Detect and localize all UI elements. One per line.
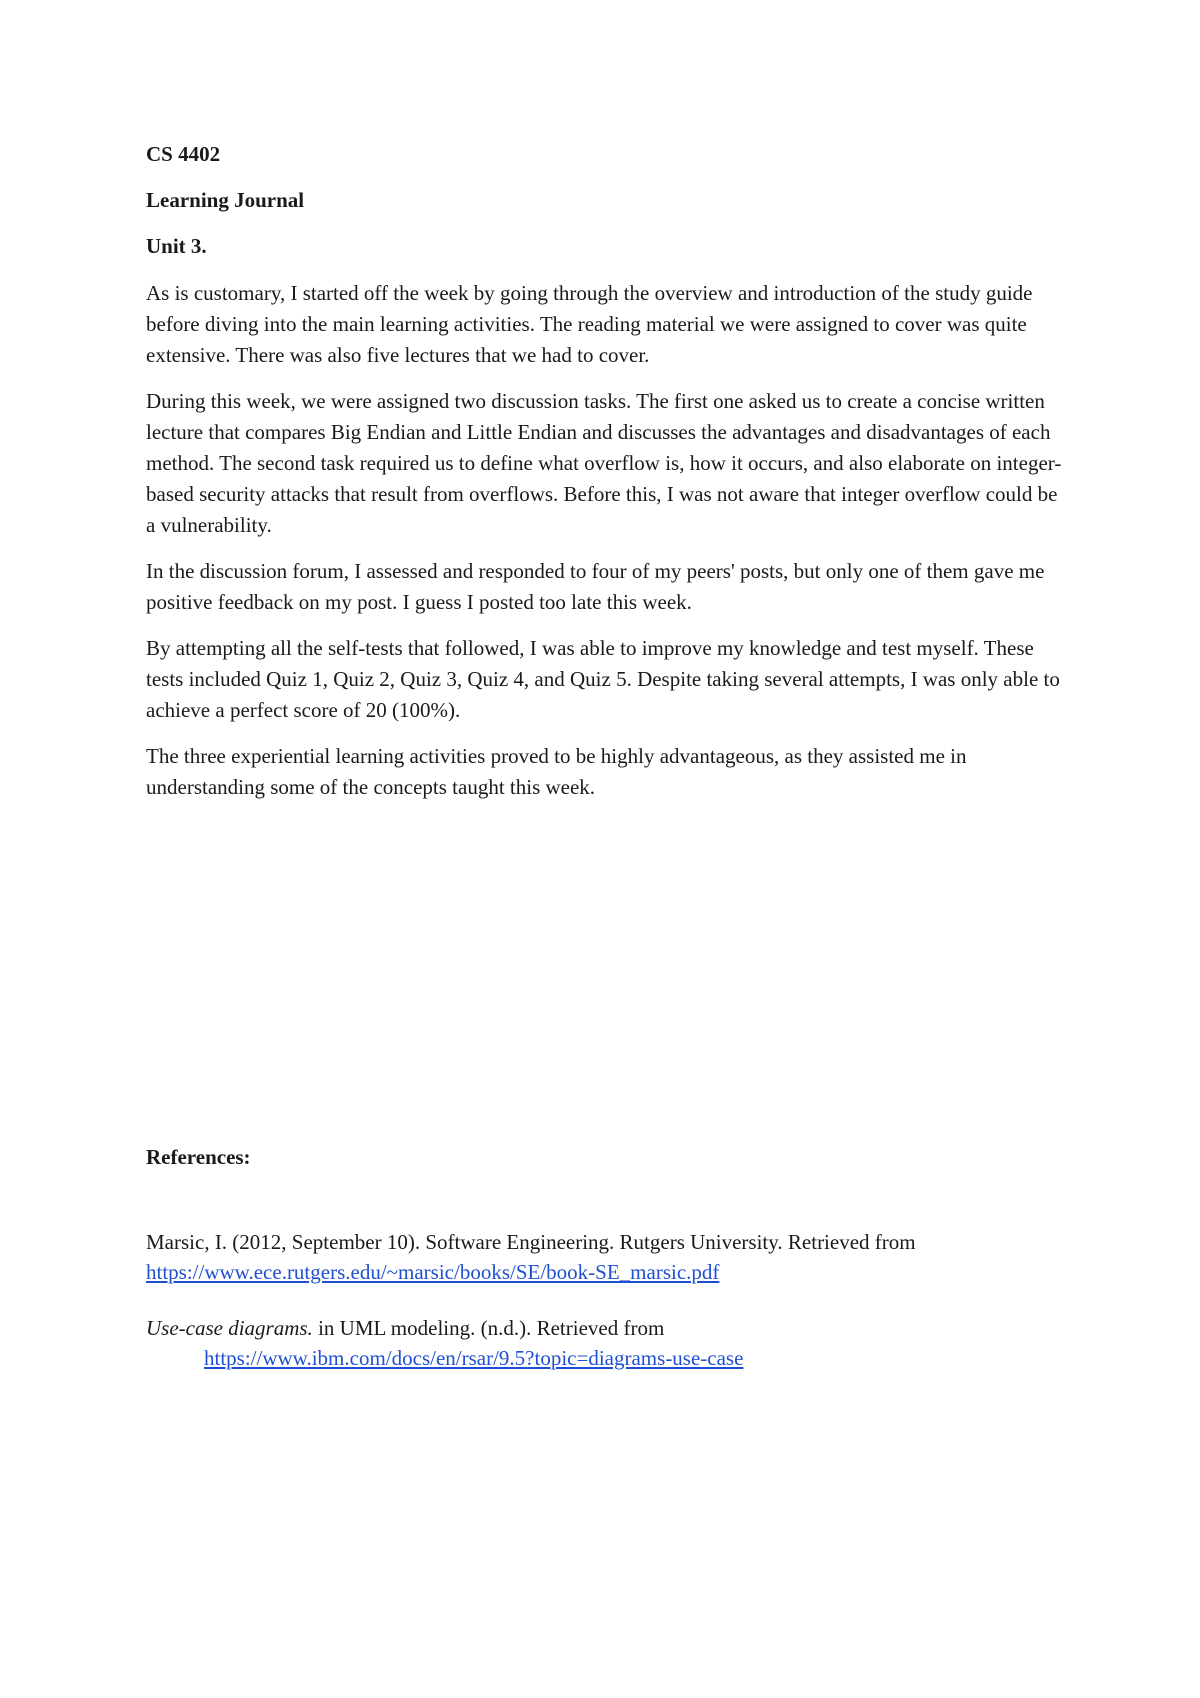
reference-marsic-text: Marsic, I. (2012, September 10). Software Engineering. Rutgers University. Retrieved from [146, 1230, 916, 1254]
reference-marsic-link[interactable]: https://www.ece.rutgers.edu/~marsic/books/SE/book-SE_marsic.pdf [146, 1260, 720, 1284]
paragraph-activities: The three experiential learning activities proved to be highly advantageous, as they assisted me in understanding some of the concepts taught this week. [146, 744, 967, 799]
document-title: Learning Journal [146, 188, 305, 212]
journal-body [146, 140, 1066, 818]
paragraph-discussion: During this week, we were assigned two discussion tasks. The first one asked us to create a concise written lecture that compares Big Endian and Little Endian and discusses the advantages and disadvantages of each method. The second task required us to define what overflow is, how it occurs, and also elaborate on integer-based security attacks that result from overflows. Before this, I was not aware that integer overflow could be a vulnerability. [146, 389, 1062, 537]
paragraph-forum: In the discussion forum, I assessed and responded to four of my peers' posts, but only one of them gave me positive feedback on my post. I guess I posted too late this week. [146, 559, 1045, 614]
reference-ibm [146, 1313, 1086, 1373]
reference-ibm-title: Use-case diagrams. [146, 1316, 313, 1340]
reference-ibm-link[interactable]: https://www.ibm.com/docs/en/rsar/9.5?topic=diagrams-use-case [204, 1346, 744, 1370]
references-heading: References: [146, 1145, 251, 1169]
paragraph-self-tests: By attempting all the self-tests that followed, I was able to improve my knowledge and test myself. These tests included Quiz 1, Quiz 2, Quiz 3, Quiz 4, and Quiz 5. Despite taking several attempts, I was only able to achieve a perfect score of 20 (100%). [146, 636, 1060, 722]
course-code: CS 4402 [146, 142, 221, 166]
reference-marsic [146, 1227, 1086, 1287]
unit-label: Unit 3. [146, 234, 207, 258]
reference-ibm-text: in UML modeling. (n.d.). Retrieved from [312, 1316, 665, 1340]
paragraph-intro: As is customary, I started off the week by going through the overview and introduction of the study guide before diving into the main learning activities. The reading material we were assigned to cover was quite extensive. There was also five lectures that we had to cover. [146, 281, 1033, 367]
references-section [146, 1143, 1086, 1373]
